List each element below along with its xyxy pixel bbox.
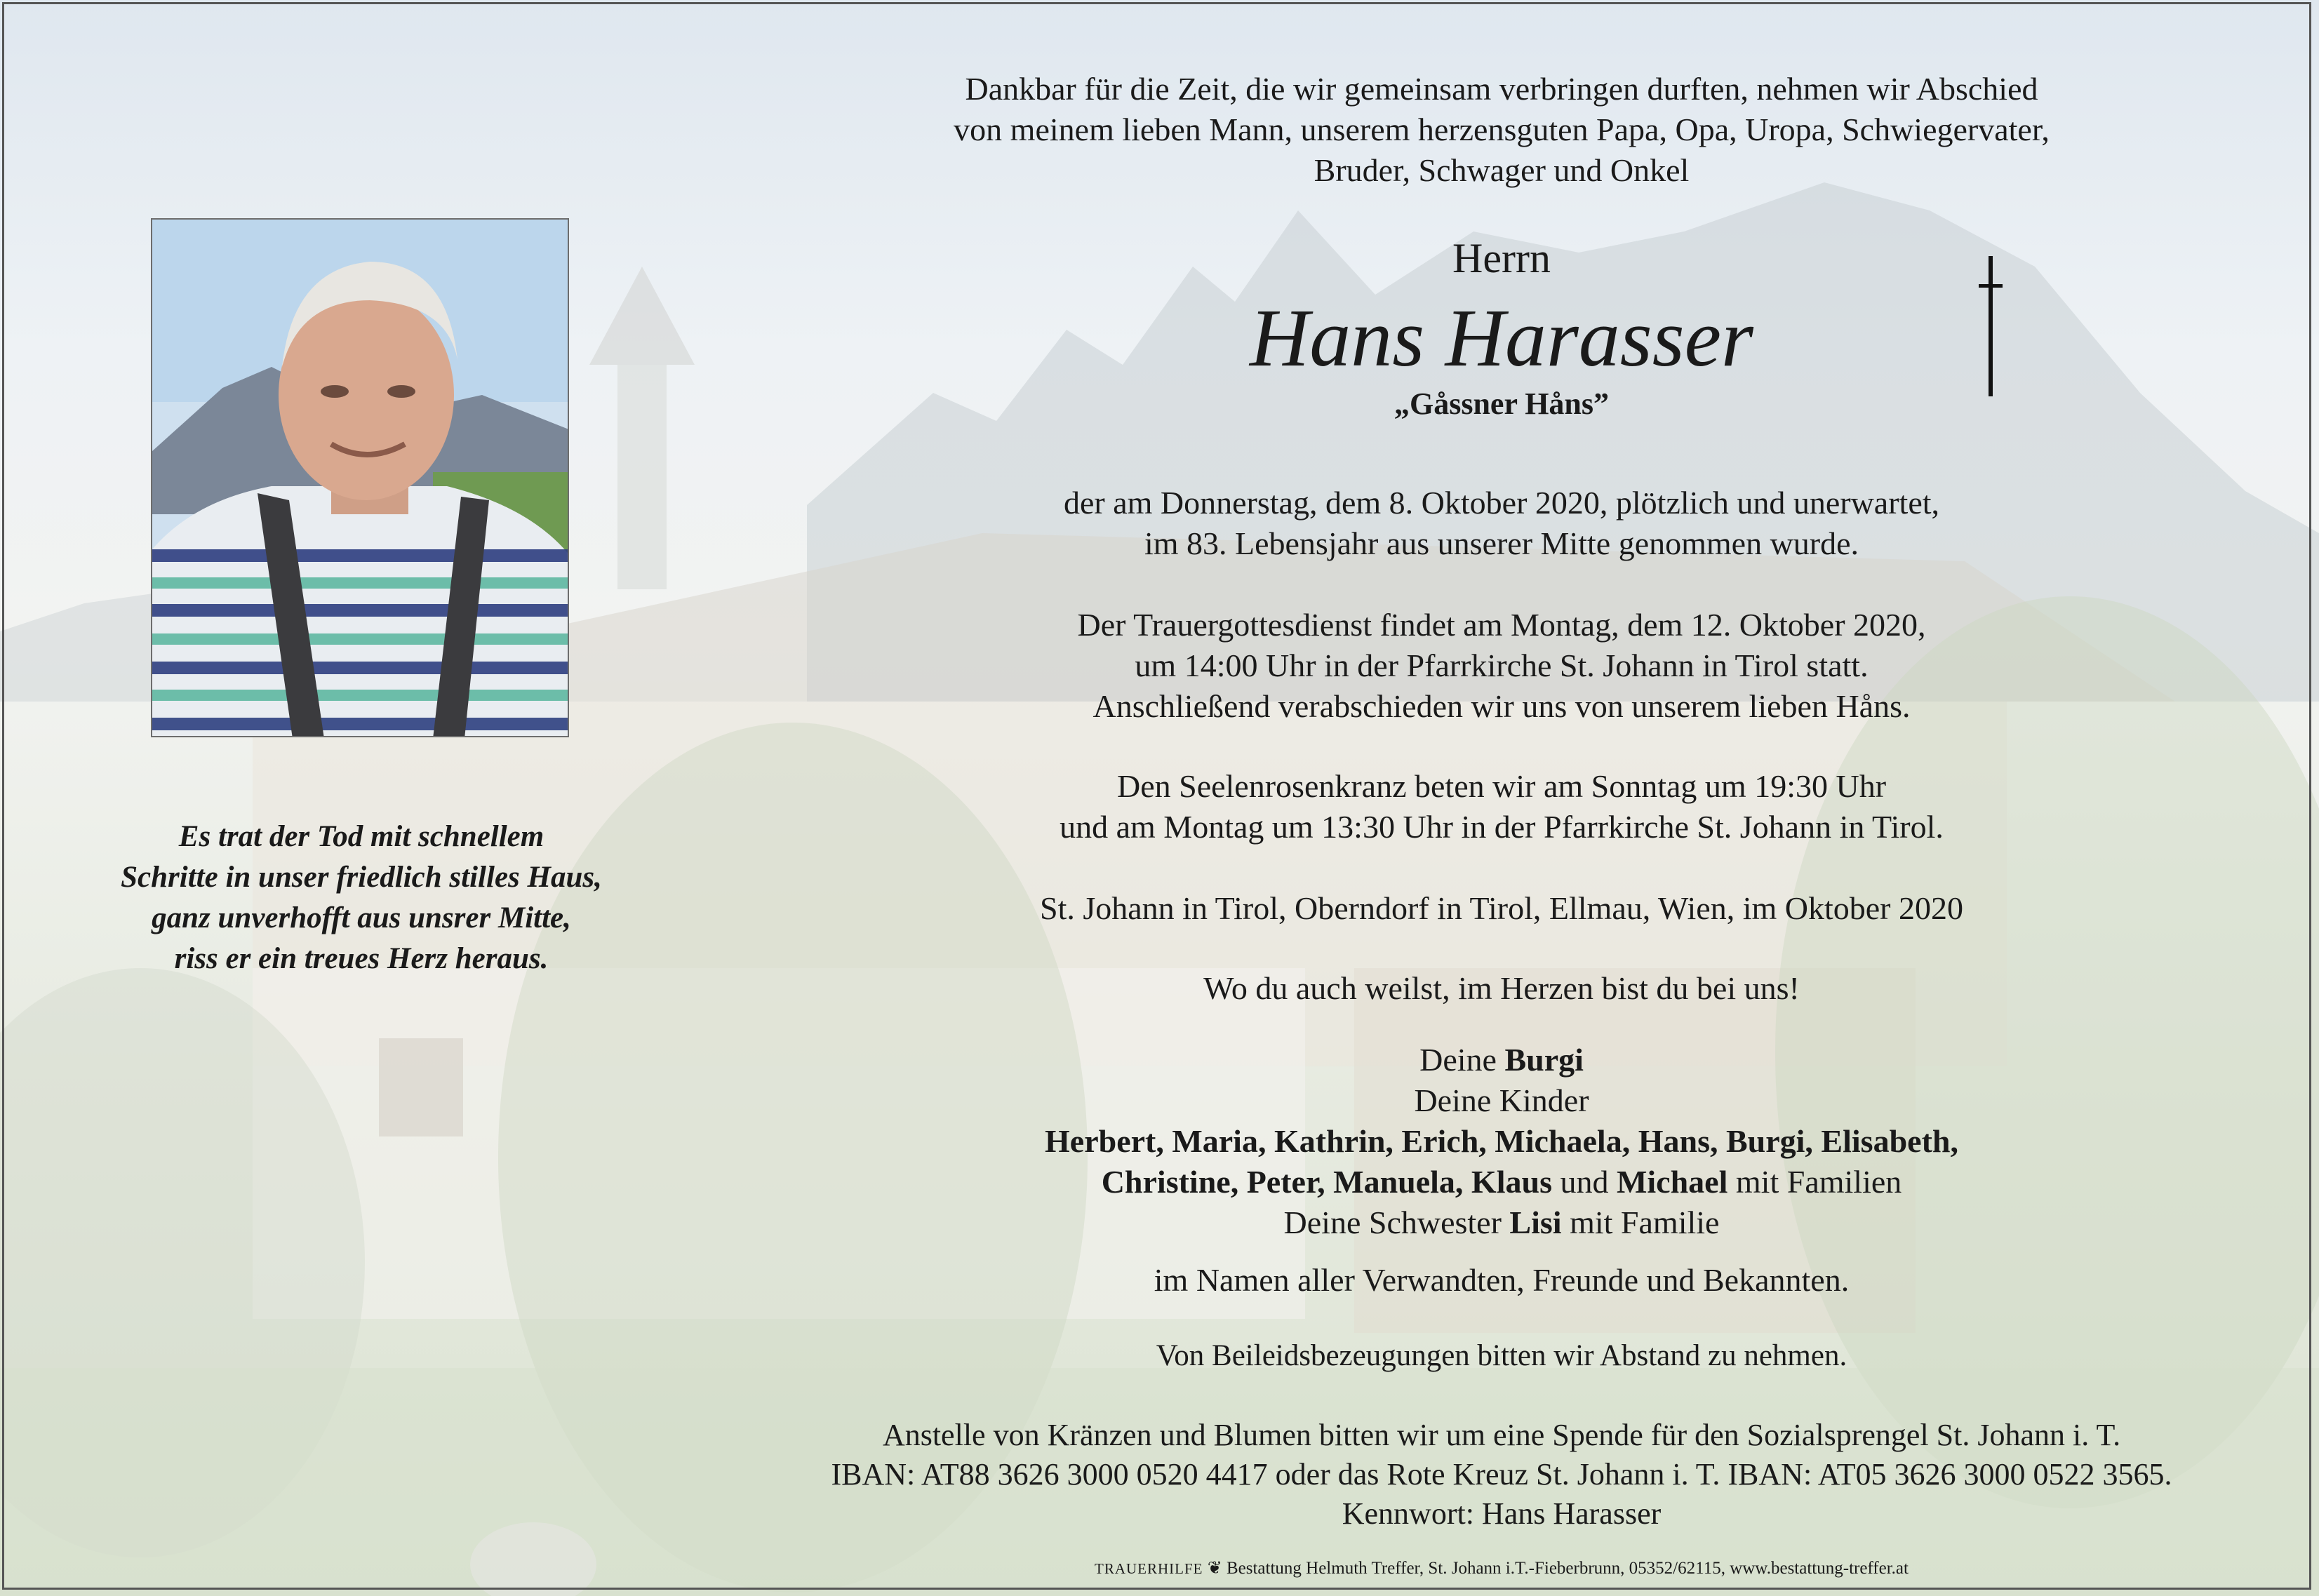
poem-line: ganz unverhofft aus unsrer Mitte, <box>152 901 571 934</box>
text-line: Anschließend verabschieden wir uns von unserem lieben Håns. <box>1092 688 1911 724</box>
text-mit-familien: mit Familien <box>1735 1164 1902 1200</box>
death-announcement <box>800 483 2203 564</box>
family-signatures <box>800 1040 2203 1243</box>
donation-info <box>800 1416 2203 1534</box>
children-names-2 <box>800 1162 2203 1202</box>
relatives-line: im Namen aller Verwandten, Freunde und Bekannten. <box>1154 1262 1850 1298</box>
poem-line: Es trat der Tod mit schnellem <box>178 820 544 853</box>
intro-line: von meinem lieben Mann, unserem herzensguten Papa, Opa, Uropa, Schwiegervater, <box>954 112 2050 147</box>
children-names <box>800 1121 2203 1162</box>
text-und: und <box>1560 1164 1609 1200</box>
motto: Wo du auch weilst, im Herzen bist du bei uns! <box>1203 970 1800 1006</box>
footer-contact: Bestattung Helmuth Treffer, St. Johann i.T.-Fieberbrunn, 05352/62115, www.bestattung-treffer.at <box>1226 1559 1909 1578</box>
text-line: im 83. Lebensjahr aus unserer Mitte genommen wurde. <box>1144 525 1859 561</box>
children-heading: Deine Kinder <box>1414 1082 1589 1118</box>
wife-name: Burgi <box>1504 1042 1584 1078</box>
wife-line <box>800 1040 2203 1080</box>
text-line: Kennwort: Hans Harasser <box>1342 1496 1662 1531</box>
rosary-info <box>800 766 2203 847</box>
footer-brand: TRAUERHILFE <box>1095 1560 1203 1577</box>
portrait-photo <box>151 218 569 737</box>
nickname: „Gåssner Håns” <box>1394 387 1610 421</box>
poem-line: riss er ein treues Herz heraus. <box>174 942 549 975</box>
sister-name: Lisi <box>1509 1205 1562 1240</box>
text-line: und am Montag um 13:30 Uhr in der Pfarrkirche St. Johann in Tirol. <box>1060 809 1944 845</box>
condolences-note: Von Beileidsbezeugungen bitten wir Abstand zu nehmen. <box>1156 1339 1847 1372</box>
memorial-poem <box>63 817 660 979</box>
text-deine: Deine <box>1419 1042 1497 1078</box>
text-sister-prefix: Deine Schwester <box>1283 1205 1502 1240</box>
funeral-service-info <box>800 605 2203 727</box>
salutation: Herrn <box>1452 235 1551 281</box>
text-line: Den Seelenrosenkranz beten wir am Sonntag um 19:30 Uhr <box>1116 768 1887 804</box>
places-date: St. Johann in Tirol, Oberndorf in Tirol, Ellmau, Wien, im Oktober 2020 <box>1040 890 1963 926</box>
intro-text <box>800 69 2203 191</box>
cross-icon <box>1979 256 2003 396</box>
deceased-name: Hans Harasser <box>1250 292 1753 384</box>
children-line: Herbert, Maria, Kathrin, Erich, Michaela, Hans, Burgi, Elisabeth, <box>1045 1123 1958 1159</box>
text-line: IBAN: AT88 3626 3000 0520 4417 oder das Rote Kreuz St. Johann i. T. IBAN: AT05 3626 3000 0522 3565. <box>831 1457 2172 1491</box>
child-name: Michael <box>1616 1164 1728 1200</box>
leaf-icon: ❦ <box>1207 1559 1222 1578</box>
text-mit-familie: mit Familie <box>1570 1205 1720 1240</box>
text-line: um 14:00 Uhr in der Pfarrkirche St. Johann in Tirol statt. <box>1135 648 1869 683</box>
text-line: Der Trauergottesdienst findet am Montag, dem 12. Oktober 2020, <box>1077 607 1926 643</box>
sister-line <box>800 1202 2203 1243</box>
footer <box>800 1557 2203 1578</box>
children-line: Christine, Peter, Manuela, Klaus <box>1101 1164 1552 1200</box>
intro-line: Bruder, Schwager und Onkel <box>1314 152 1690 188</box>
text-line: der am Donnerstag, dem 8. Oktober 2020, plötzlich und unerwartet, <box>1063 485 1940 521</box>
text-line: Anstelle von Kränzen und Blumen bitten wir um eine Spende für den Sozialsprengel St. Johann i. T. <box>882 1418 2121 1452</box>
poem-line: Schritte in unser friedlich stilles Haus, <box>121 861 602 894</box>
intro-line: Dankbar für die Zeit, die wir gemeinsam verbringen durften, nehmen wir Abschied <box>965 71 2038 107</box>
